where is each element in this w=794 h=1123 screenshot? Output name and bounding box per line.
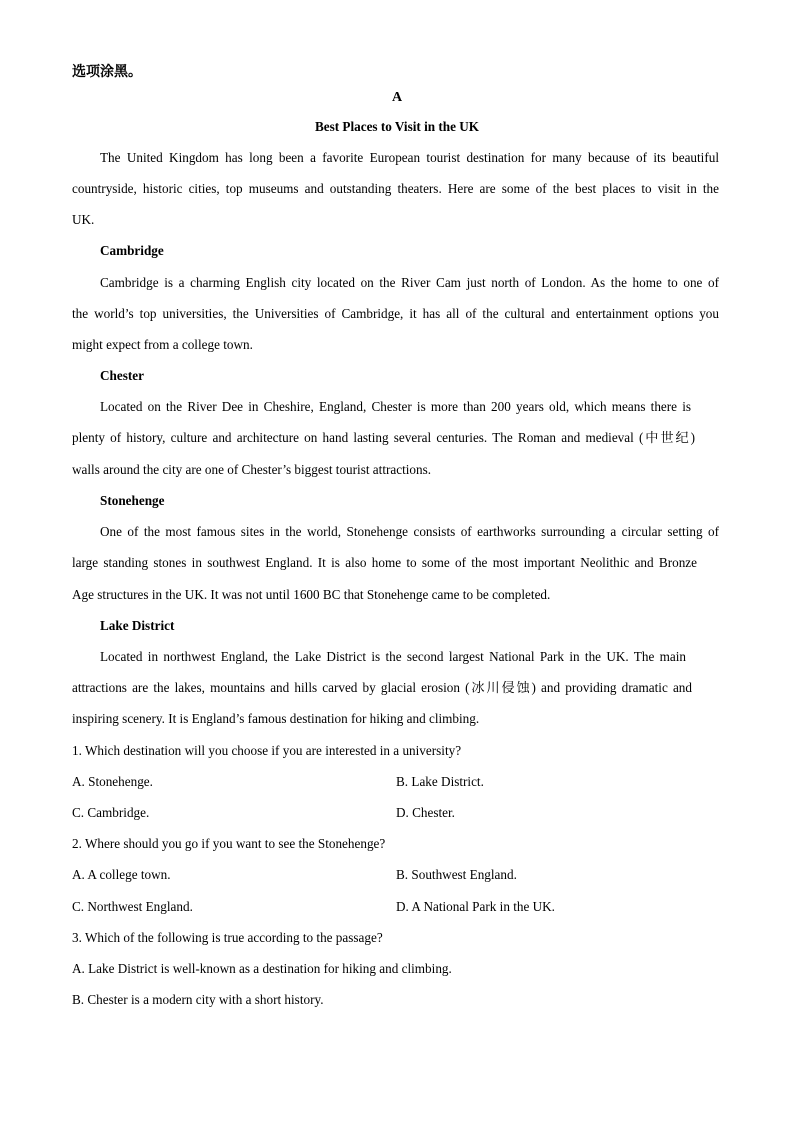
place-heading-chester: Chester	[100, 368, 144, 383]
intro-line: The United Kingdom has long been a favorite European tourist destination for many because of its beautiful	[100, 150, 719, 165]
place-text-line: large standing stones in southwest England. It is also home to some of the most important Neolithic and Bronze	[72, 555, 697, 570]
option-b[interactable]: B. Chester is a modern city with a short history.	[72, 992, 324, 1007]
instruction-heading: 选项涂黑。	[72, 64, 142, 80]
passage-title: Best Places to Visit in the UK	[314, 119, 480, 134]
option-b[interactable]: B. Southwest England.	[396, 867, 517, 882]
place-heading-stonehenge: Stonehenge	[100, 493, 165, 508]
option-a[interactable]: A. Lake District is well-known as a destination for hiking and climbing.	[72, 961, 452, 976]
place-text-line: Age structures in the UK. It was not until 1600 BC that Stonehenge came to be completed.	[72, 587, 551, 602]
option-d[interactable]: D. Chester.	[396, 805, 455, 820]
question-stem: 2. Where should you go if you want to see the Stonehenge?	[72, 836, 386, 851]
place-text-line: the world’s top universities, the Universities of Cambridge, it has all of the cultural and entertainment options you	[72, 306, 719, 321]
option-c[interactable]: C. Cambridge.	[72, 805, 150, 820]
option-a[interactable]: A. A college town.	[72, 867, 171, 882]
place-heading-lake-district: Lake District	[100, 618, 175, 633]
question-stem: 3. Which of the following is true according to the passage?	[72, 930, 383, 945]
option-a[interactable]: A. Stonehenge.	[72, 774, 153, 789]
place-text-line: Located in northwest England, the Lake District is the second largest National Park in the UK. The main	[100, 649, 686, 664]
place-text-line: plenty of history, culture and architecture on hand lasting several centuries. The Roman and medieval (中世纪)	[72, 430, 695, 445]
place-text-line: One of the most famous sites in the world, Stonehenge consists of earthworks surrounding a circular setting of	[100, 524, 719, 539]
place-heading-cambridge: Cambridge	[100, 243, 164, 258]
question-stem: 1. Which destination will you choose if you are interested in a university?	[72, 743, 462, 758]
place-text-line: attractions are the lakes, mountains and hills carved by glacial erosion (冰川侵蚀) and providing dramatic and	[72, 680, 692, 695]
option-c[interactable]: C. Northwest England.	[72, 899, 193, 914]
place-text-line: walls around the city are one of Chester’s biggest tourist attractions.	[72, 462, 432, 477]
intro-line: countryside, historic cities, top museums and outstanding theaters. Here are some of the best places to visit in the	[72, 181, 719, 196]
intro-line: UK.	[72, 212, 95, 227]
place-text-line: Cambridge is a charming English city located on the River Cam just north of London. As the home to one of	[100, 275, 719, 290]
place-text-line: Located on the River Dee in Cheshire, England, Chester is more than 200 years old, which means there is	[100, 399, 691, 414]
section-letter: A	[391, 90, 403, 105]
option-b[interactable]: B. Lake District.	[396, 774, 484, 789]
place-text-line: might expect from a college town.	[72, 337, 253, 352]
place-text-line: inspiring scenery. It is England’s famous destination for hiking and climbing.	[72, 711, 480, 726]
option-d[interactable]: D. A National Park in the UK.	[396, 899, 555, 914]
